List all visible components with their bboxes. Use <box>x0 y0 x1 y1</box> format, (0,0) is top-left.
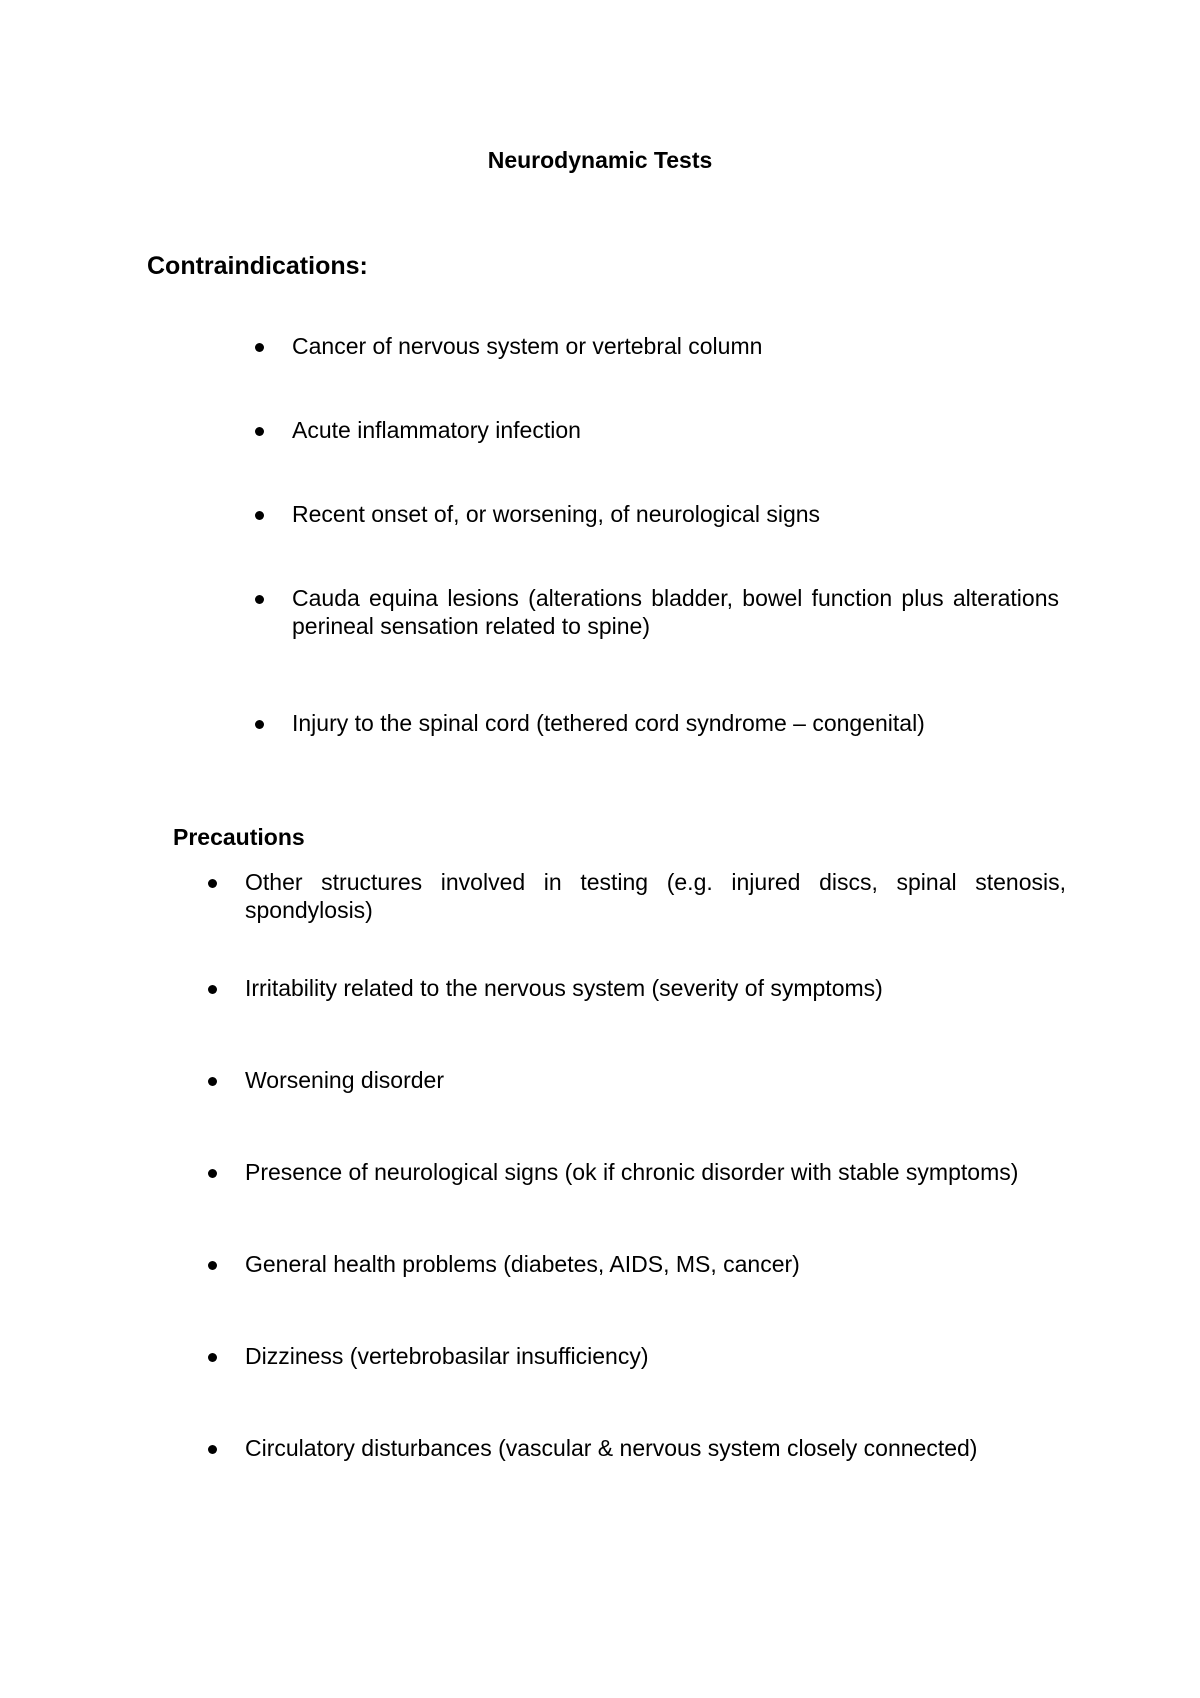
list-item-text: Dizziness (vertebrobasilar insufficiency) <box>245 1343 649 1369</box>
list-item <box>245 974 1066 1002</box>
list-item-text: Injury to the spinal cord (tethered cord syndrome – congenital) <box>292 710 925 736</box>
bullet-icon <box>255 427 264 436</box>
list-item <box>245 1158 1066 1186</box>
list-item <box>245 1342 1066 1370</box>
list-item <box>245 1066 1066 1094</box>
list-item <box>292 500 1059 528</box>
list-item-text: Presence of neurological signs (ok if chronic disorder with stable symptoms) <box>245 1159 1019 1185</box>
contraindications-heading: Contraindications: <box>147 252 368 280</box>
list-item <box>292 584 1059 640</box>
list-item-text: Cauda equina lesions (alterations bladder, bowel function plus alterations perineal sensation related to spine) <box>292 585 1059 639</box>
bullet-icon <box>208 1445 217 1454</box>
precautions-heading: Precautions <box>173 824 305 850</box>
bullet-icon <box>255 595 264 604</box>
bullet-icon <box>255 343 264 352</box>
list-item <box>292 709 1059 737</box>
bullet-icon <box>255 511 264 520</box>
bullet-icon <box>208 985 217 994</box>
list-item <box>245 1434 1066 1462</box>
page-title: Neurodynamic Tests <box>487 147 713 173</box>
list-item-text: Acute inflammatory infection <box>292 417 581 443</box>
list-item-text: Irritability related to the nervous system (severity of symptoms) <box>245 975 883 1001</box>
list-item <box>292 332 1059 360</box>
list-item-text: Worsening disorder <box>245 1067 445 1093</box>
bullet-icon <box>208 879 217 888</box>
bullet-icon <box>208 1077 217 1086</box>
list-item-text: Circulatory disturbances (vascular & nervous system closely connected) <box>245 1435 978 1461</box>
list-item-text: Recent onset of, or worsening, of neurological signs <box>292 501 821 527</box>
list-item-text: General health problems (diabetes, AIDS, MS, cancer) <box>245 1251 800 1277</box>
bullet-icon <box>208 1169 217 1178</box>
bullet-icon <box>255 720 264 729</box>
list-item-text: Cancer of nervous system or vertebral column <box>292 333 763 359</box>
list-item <box>292 416 1059 444</box>
list-item-text: Other structures involved in testing (e.g. injured discs, spinal stenosis, spondylosis) <box>245 869 1066 923</box>
bullet-icon <box>208 1261 217 1270</box>
list-item <box>245 868 1066 924</box>
bullet-icon <box>208 1353 217 1362</box>
list-item <box>245 1250 1066 1278</box>
